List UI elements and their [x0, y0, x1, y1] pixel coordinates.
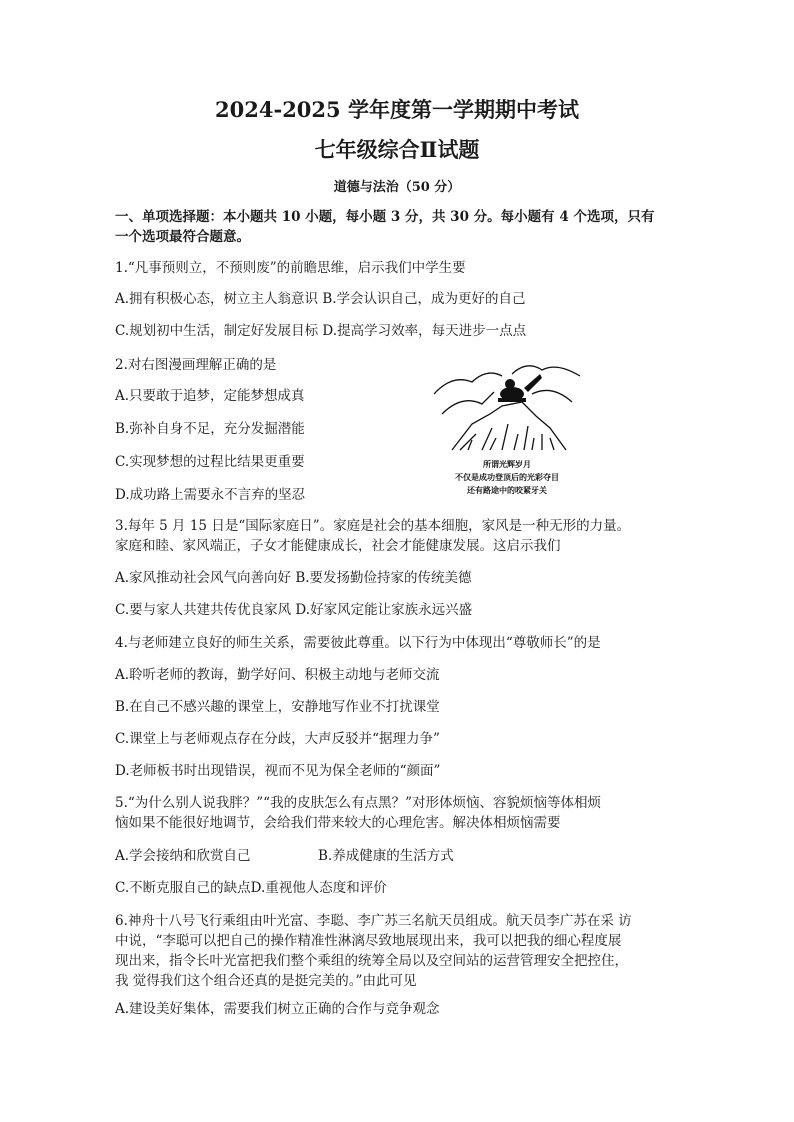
cartoon-caption-3: 还有路途中的咬紧牙关 [467, 485, 547, 495]
q3-options-cd: C.要与家人共建共传优良家风 D.好家风定能让家族永远兴盛 [115, 602, 473, 618]
q3-stem-cont: 家庭和睦、家风端正，子女才能健康成长，社会才能健康发展。这启示我们 [115, 538, 561, 554]
section-instruction-cont: 一个选项最符合题意。 [115, 229, 250, 245]
subject-heading: 道德与法治（50 分） [333, 180, 461, 195]
q4-stem: 4.与老师建立良好的师生关系，需要彼此尊重。以下行为中体现出“尊敬师长”的是 [115, 635, 601, 651]
q6-option-a: A.建设美好集体，需要我们树立正确的合作与竞争观念 [115, 1001, 440, 1017]
exam-title: 2024-2025 学年度第一学期期中考试 [215, 97, 579, 122]
q6-stem: 6.神舟十八号飞行乘组由叶光富、李聪、李广苏三名航天员组成。航天员李广苏在采 访 [115, 913, 632, 929]
q2-option-d: D.成功路上需要永不言弃的坚忍 [115, 487, 306, 503]
q4-option-b: B.在自己不感兴趣的课堂上，安静地写作业不打扰课堂 [115, 699, 440, 715]
q3-stem: 3.每年 5 月 15 日是“国际家庭日”。家庭是社会的基本细胞，家风是一种无形的力量。 [115, 518, 631, 534]
q1-options-ab: A.拥有积极心态，树立主人翁意识 B.学会认识自己，成为更好的自己 [115, 291, 526, 307]
q5-option-b: B.养成健康的生活方式 [318, 848, 454, 864]
q2-stem: 2.对右图漫画理解正确的是 [115, 357, 277, 373]
exam-subtitle: 七年级综合Ⅱ试题 [314, 137, 480, 162]
q5-stem-cont: 恼如果不能很好地调节，会给我们带来较大的心理危害。解决体相烦恼需要 [115, 815, 561, 831]
q6-stem-cont-1: 中说，“李聪可以把自己的操作精准性淋漓尽致地展现出来，我可以把我的细心程度展 [115, 933, 622, 949]
q5-stem: 5.“为什么别人说我胖？”“我的皮肤怎么有点黑？”对形体烦恼、容貌烦恼等体相烦 [115, 795, 601, 811]
cartoon-caption-1: 所谓光辉岁月 [483, 459, 531, 469]
q4-option-c: C.课堂上与老师观点存在分歧，大声反驳并“据理力争” [115, 731, 440, 747]
q6-stem-cont-2: 现出来，指令长叶光富把我们整个乘组的统筹全局以及空间站的运营管理安全把控住， [115, 953, 628, 969]
q4-option-d: D.老师板书时出现错误，视而不见为保全老师的“颜面” [115, 763, 441, 779]
q6-stem-cont-3: 我 觉得我们这个组合还真的是挺完美的。”由此可见 [115, 973, 417, 989]
q3-options-ab: A.家风推动社会风气向善向好 B.要发扬勤俭持家的传统美德 [115, 570, 472, 586]
q2-option-a: A.只要敢于追梦，定能梦想成真 [115, 388, 305, 404]
q4-option-a: A.聆听老师的教诲，勤学好问、积极主动地与老师交流 [115, 667, 440, 683]
cartoon-caption-2: 不仅是成功登顶后的光彩夺目 [455, 472, 559, 482]
section-instruction: 一、单项选择题：本小题共 10 小题，每小题 3 分，共 30 分。每小题有 4 个选项，只有 [115, 209, 655, 225]
q1-stem: 1.“凡事预则立，不预则废”的前瞻思维，启示我们中学生要 [115, 260, 466, 276]
q5-options-cd: C.不断克服自己的缺点D.重视他人态度和评价 [115, 880, 387, 896]
q1-options-cd: C.规划初中生活，制定好发展目标 D.提高学习效率，每天进步一点点 [115, 323, 527, 339]
q2-option-c: C.实现梦想的过程比结果更重要 [115, 454, 305, 470]
mountain-climber-cartoon [432, 354, 582, 502]
q2-option-b: B.弥补自身不足，充分发掘潜能 [115, 421, 305, 437]
q5-option-a: A.学会接纳和欣赏自己 [115, 848, 251, 864]
